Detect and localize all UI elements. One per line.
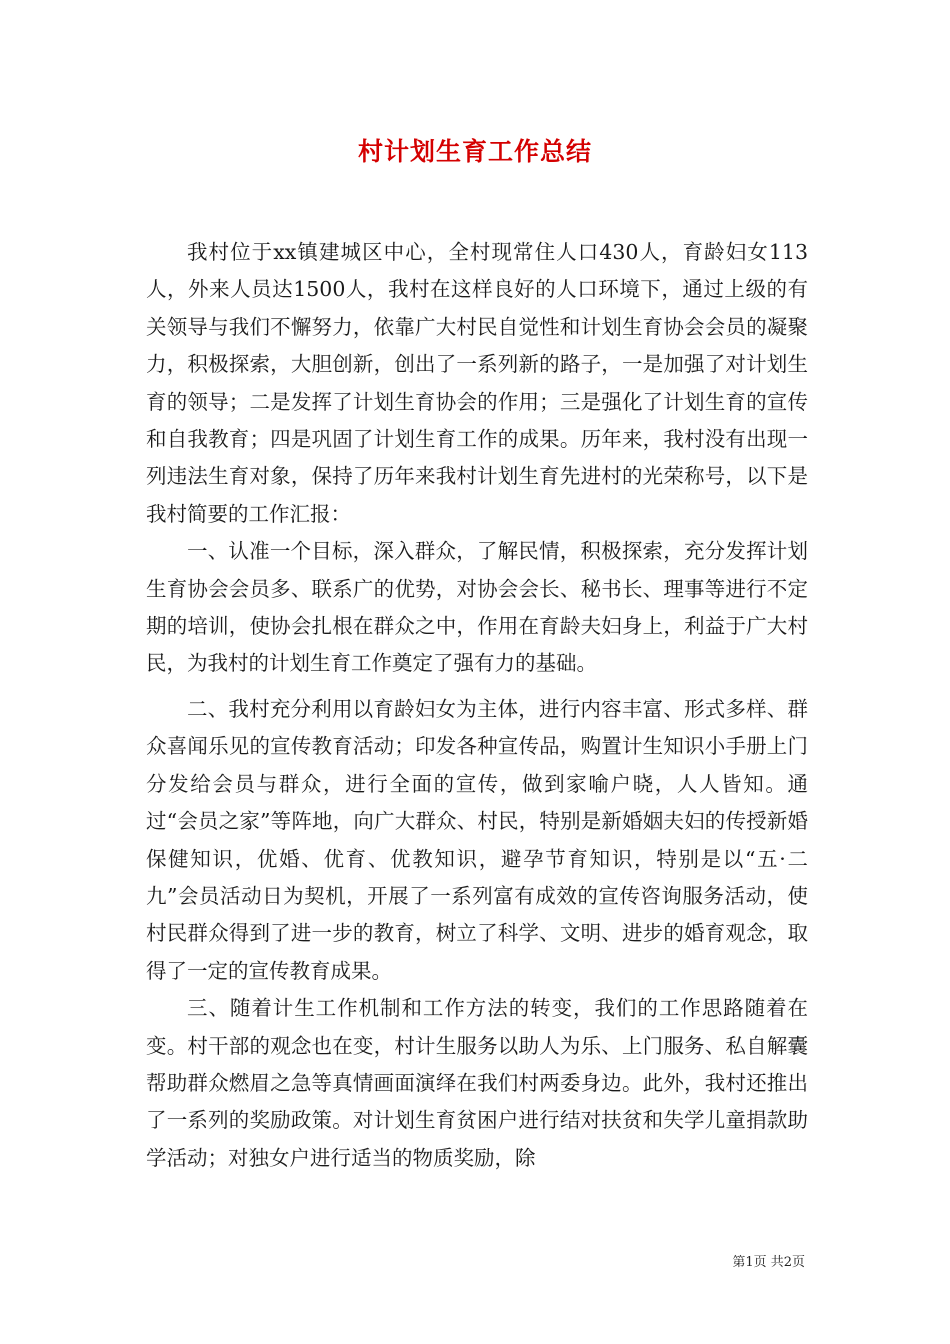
paragraph-intro: 我村位于xx镇建城区中心，全村现常住人口430人，育龄妇女113人，外来人员达1500人，我村在这样良好的人口环境下，通过上级的有关领导与我们不懈努力，依靠广大村民自觉性和计划生育协会会员的凝聚力，积极探索，大胆创新，创出了一系列新的路子，一是加强了对计划生育的领导；二是发挥了计划生育协会的作用；三是强化了计划生育的宣传和自我教育；四是巩固了计划生育工作的成果。历年来，我村没有出现一列违法生育对象，保持了历年来我村计划生育先进村的光荣称号，以下是我村简要的工作汇报： bbox=[146, 240, 808, 526]
paragraph-section-1: 一、认准一个目标，深入群众，了解民情，积极探索，充分发挥计划生育协会会员多、联系广的优势，对协会会长、秘书长、理事等进行不定期的培训，使协会扎根在群众之中，作用在育龄夫妇身上，利益于广大村民，为我村的计划生育工作奠定了强有力的基础。 bbox=[146, 539, 808, 676]
paragraph-section-2: 二、我村充分利用以育龄妇女为主体，进行内容丰富、形式多样、群众喜闻乐见的宣传教育活动；印发各种宣传品，购置计生知识小手册上门分发给会员与群众，进行全面的宣传，做到家喻户晓，人人皆知。通过“会员之家”等阵地，向广大群众、村民，特别是新婚姻夫妇的传授新婚保健知识，优婚、优育、优教知识，避孕节育知识，特别是以“五·二九”会员活动日为契机，开展了一系列富有成效的宣传咨询服务活动，使村民群众得到了进一步的教育，树立了科学、文明、进步的婚育观念，取得了一定的宣传教育成果。 bbox=[146, 696, 808, 983]
paragraph-section-3: 三、随着计生工作机制和工作方法的转变，我们的工作思路随着在变。村干部的观念也在变，村计生服务以助人为乐、上门服务、私自解囊帮助群众燃眉之急等真情画面演绎在我们村两委身边。此外，我村还推出了一系列的奖励政策。对计划生育贫困户进行结对扶贫和失学儿童捐款助学活动；对独女户进行适当的物质奖励，除 bbox=[146, 996, 808, 1170]
document-body bbox=[146, 234, 808, 1177]
page-title: 村计划生育工作总结 bbox=[357, 137, 592, 166]
page-number: 第1页 共2页 bbox=[732, 1255, 805, 1270]
